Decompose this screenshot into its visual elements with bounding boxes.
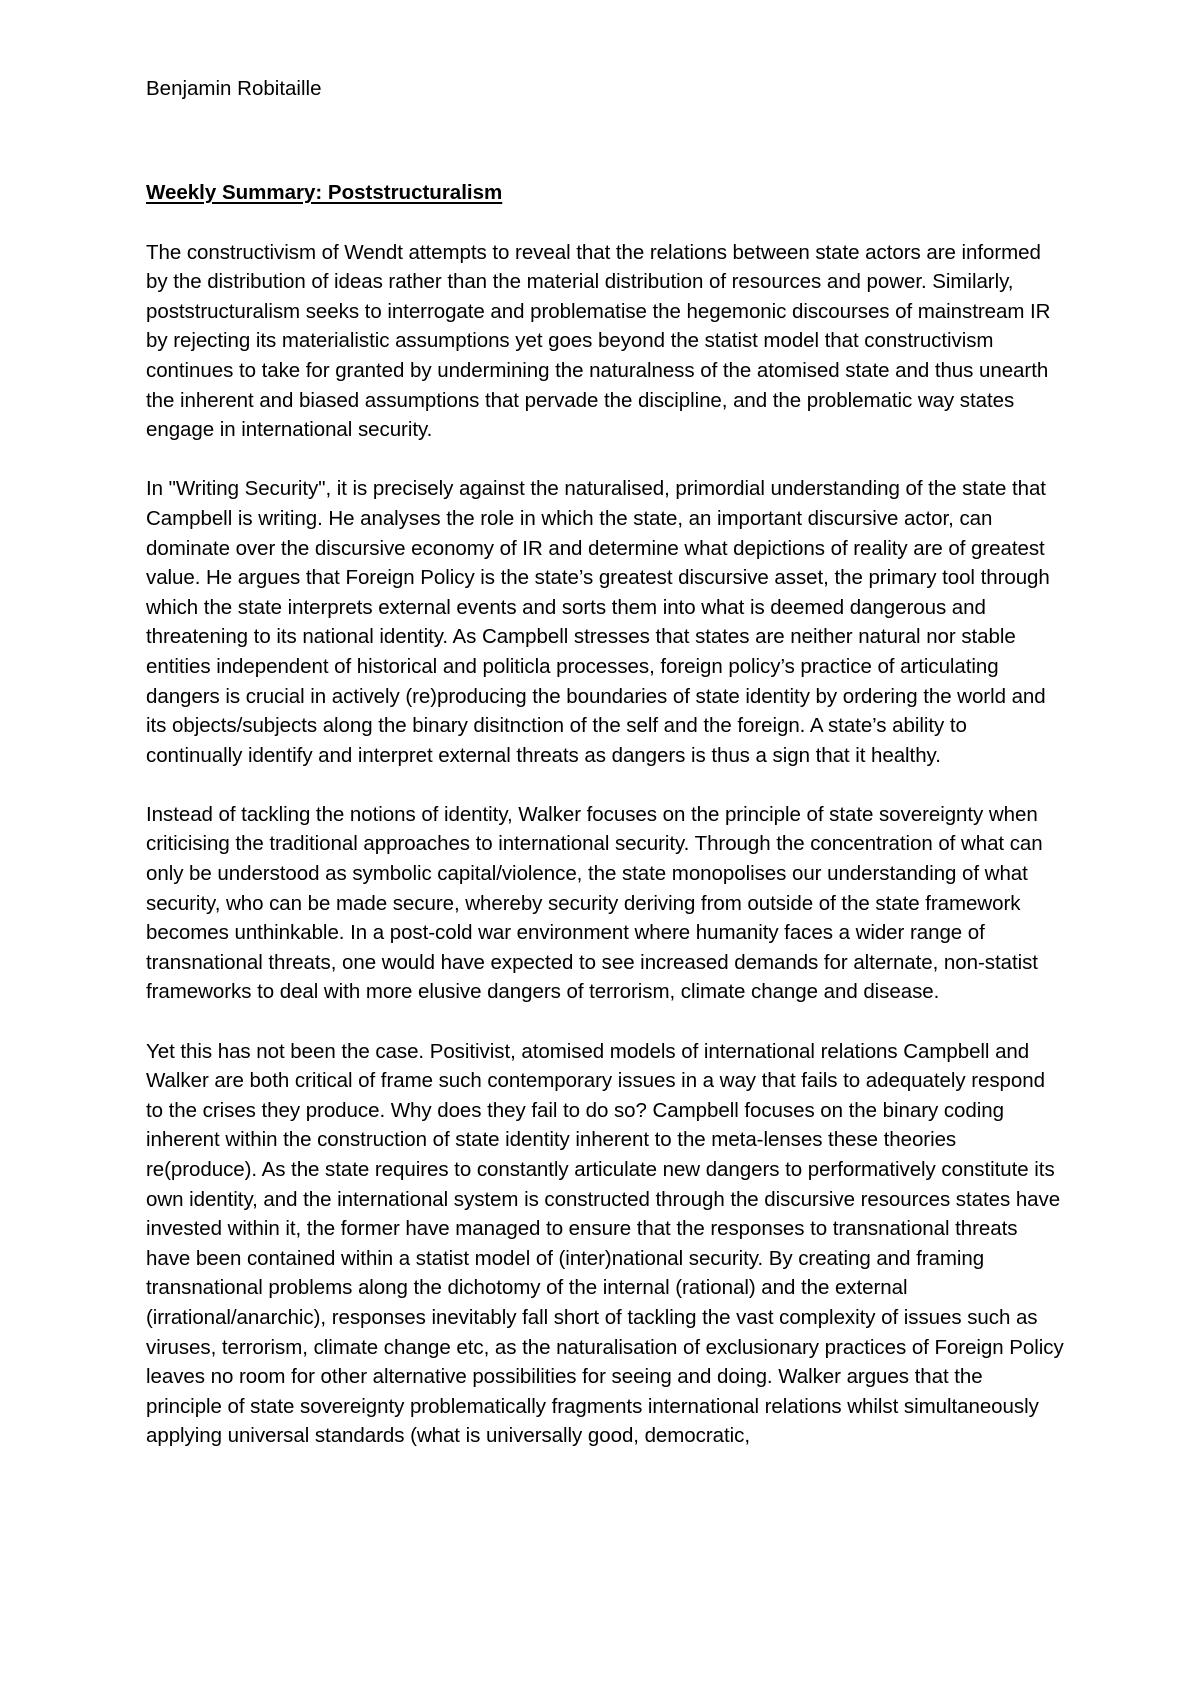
paragraph-walker: Instead of tackling the notions of identity, Walker focuses on the principle of state sovereignty when criticising the traditional approaches to international security. Through the concentration of what can only be understood as symbolic capital/violence, the state monopolises our understanding of what security, who can be made secure, whereby security deriving from outside of the state framework becomes unthinkable. In a post-cold war environment where humanity faces a wider range of transnational threats, one would have expected to see increased demands for alternate, non-statist frameworks to deal with more elusive dangers of terrorism, climate change and disease. [146, 802, 1043, 1004]
document-title: Weekly Summary: Poststructuralism [146, 181, 503, 204]
paragraph-critique: Yet this has not been the case. Positivist, atomised models of international relations Campbell and Walker are both critical of frame such contemporary issues in a way that fails to adequately respond to the crises they produce. Why does they fail to do so? Campbell focuses on the binary coding inherent within the construction of state identity inherent to the meta-lenses these theories re(produce). As the state requires to constantly articulate new dangers to performatively constitute its own identity, and the international system is constructed through the discursive resources states have invested within it, the former have managed to ensure that the responses to transnational threats have been contained within a statist model of (inter)national security. By creating and framing transnational problems along the dichotomy of the internal (rational) and the external (irrational/anarchic), responses inevitably fall short of tackling the vast complexity of issues such as viruses, terrorism, climate change etc, as the naturalisation of exclusionary practices of Foreign Policy leaves no room for other alternative possibilities for seeing and doing. Walker argues that the principle of state sovereignty problematically fragments international relations whilst simultaneously applying universal standards (what is universally good, democratic, [146, 1039, 1064, 1448]
paragraph-campbell: In "Writing Security", it is precisely against the naturalised, primordial understanding of the state that Campbell is writing. He analyses the role in which the state, an important discursive actor, can dominate over the discursive economy of IR and determine what depictions of reality are of greatest value. He argues that Foreign Policy is the state’s greatest discursive asset, the primary tool through which the state interprets external events and sorts them into what is deemed dangerous and threatening to its national identity. As Campbell stresses that states are neither natural nor stable entities independent of historical and politicla processes, foreign policy’s practice of articulating dangers is crucial in actively (re)producing the boundaries of state identity by ordering the world and its objects/subjects along the binary disitnction of the self and the foreign. A state’s ability to continually identify and interpret external threats as dangers is thus a sign that it healthy. [146, 477, 1050, 767]
author-name: Benjamin Robitaille [146, 77, 322, 100]
paragraph-constructivism: The constructivism of Wendt attempts to reveal that the relations between state actors are informed by the distribution of ideas rather than the material distribution of resources and power. Similarly, poststructuralism seeks to interrogate and problematise the hegemonic discourses of mainstream IR by rejecting its materialistic assumptions yet goes beyond the statist model that constructivism continues to take for granted by undermining the naturalness of the atomised state and thus unearth the inherent and biased assumptions that pervade the discipline, and the problematic way states engage in international security. [146, 240, 1051, 442]
